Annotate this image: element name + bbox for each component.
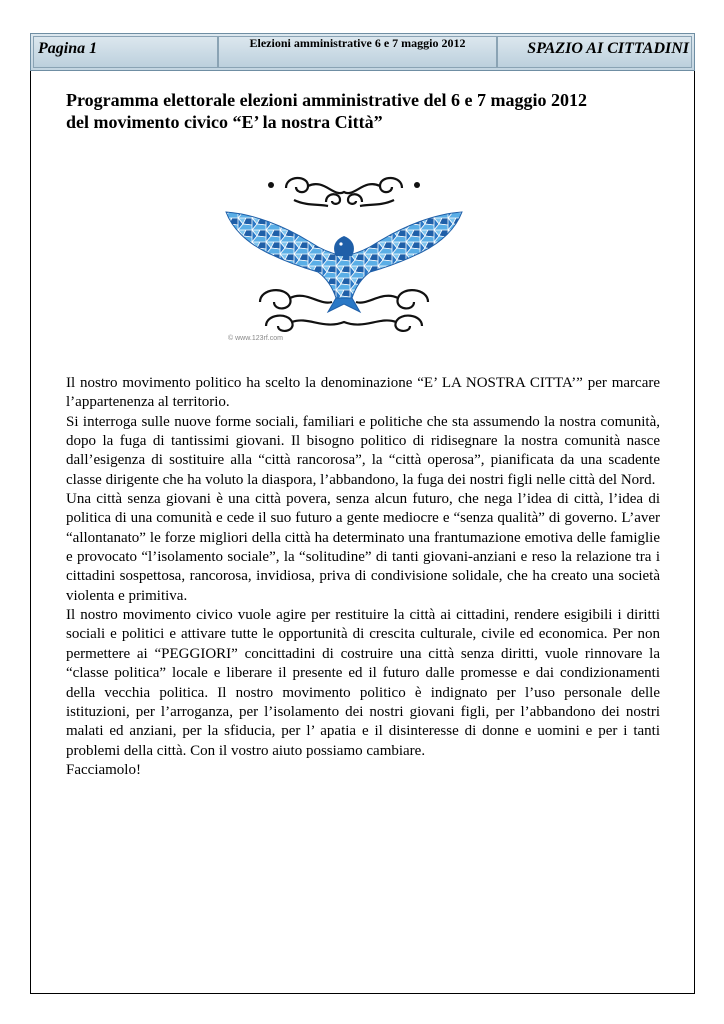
page-number: Pagina 1 bbox=[38, 40, 98, 57]
ornament-dot-right bbox=[414, 182, 420, 188]
paragraph: Una città senza giovani è una città povera, senza alcun futuro, che nega l’idea di città, l’idea di politica di una comunità e cede il suo futuro a gente mediocre e “senza qualità” di governo. L’aver “allontanato” le forze migliori della città ha determinato una frantumazione emotiva delle famiglie e provocato “l’isolamento sociale”, la “solitudine” di tanti giovani-anziani e reso la relazione tra i cittadini sospettosa, rancorosa, invidiosa, priva di condivisione solidale, che ha creato una società violenta e primitiva. bbox=[66, 491, 660, 604]
logo-watermark: © www.123rf.com bbox=[228, 335, 283, 342]
document-title bbox=[66, 89, 666, 133]
header-title: Elezioni amministrative 6 e 7 maggio 2012 bbox=[249, 36, 466, 50]
closing-line: Facciamolo! bbox=[66, 761, 141, 778]
paragraph: Il nostro movimento civico vuole agire per restituire la città ai cittadini, rendere esigibili i diritti sociali e politici e attivare tutte le opportunità di crescita culturale, civile ed economica. Per non permettere ai “PEGGIORI” concittadini di costruire una città senza diritti, vuole rinnovare la “classe politica” locale e liberare il presente ed il futuro dalle promesse e dai condizionamenti della vecchia politica. Il nostro movimento politico è indignato per l’uso personale delle istituzioni, per l’arroganza, per l’isolamento dei nostri giovani figli, per l’abbandono dei nostri malati ed anziani, per la sfiducia, per l’ apatia e il disinteresse di donne e uomini e per i tanti problemi della città. Con il vostro aiuto possiamo cambiare. bbox=[66, 607, 660, 759]
document-body bbox=[66, 374, 660, 780]
title-line-2: del movimento civico “E’ la nostra Città” bbox=[66, 112, 383, 132]
page-header bbox=[30, 33, 695, 71]
top-ornament bbox=[286, 178, 402, 206]
title-line-1: Programma elettorale elezioni amministrative del 6 e 7 maggio 2012 bbox=[66, 90, 588, 110]
header-center-box bbox=[218, 36, 497, 68]
header-left-box bbox=[33, 36, 218, 68]
ornament-dot-left bbox=[268, 182, 274, 188]
header-right-box bbox=[497, 36, 692, 68]
paragraph: Si interroga sulle nuove forme sociali, familiari e politiche che sta assumendo la nostra comunità, dopo la fuga di tantissimi giovani. Il bisogno politico di ridisegnare la nostra comunità nasce dall’esigenza di sostituire alla “città rancorosa”, la “città operosa”, pianificata da una scadente classe dirigente che ha voluto la diaspora, l’abbandono, la fuga dei nostri figli nelle città del Nord. bbox=[66, 413, 660, 488]
paragraph: Il nostro movimento politico ha scelto la denominazione “E’ LA NOSTRA CITTA’” per marcare l’appartenenza al territorio. bbox=[66, 375, 660, 411]
section-name: SPAZIO AI CITTADINI bbox=[527, 40, 689, 57]
dove-mosaic-logo bbox=[224, 170, 464, 345]
